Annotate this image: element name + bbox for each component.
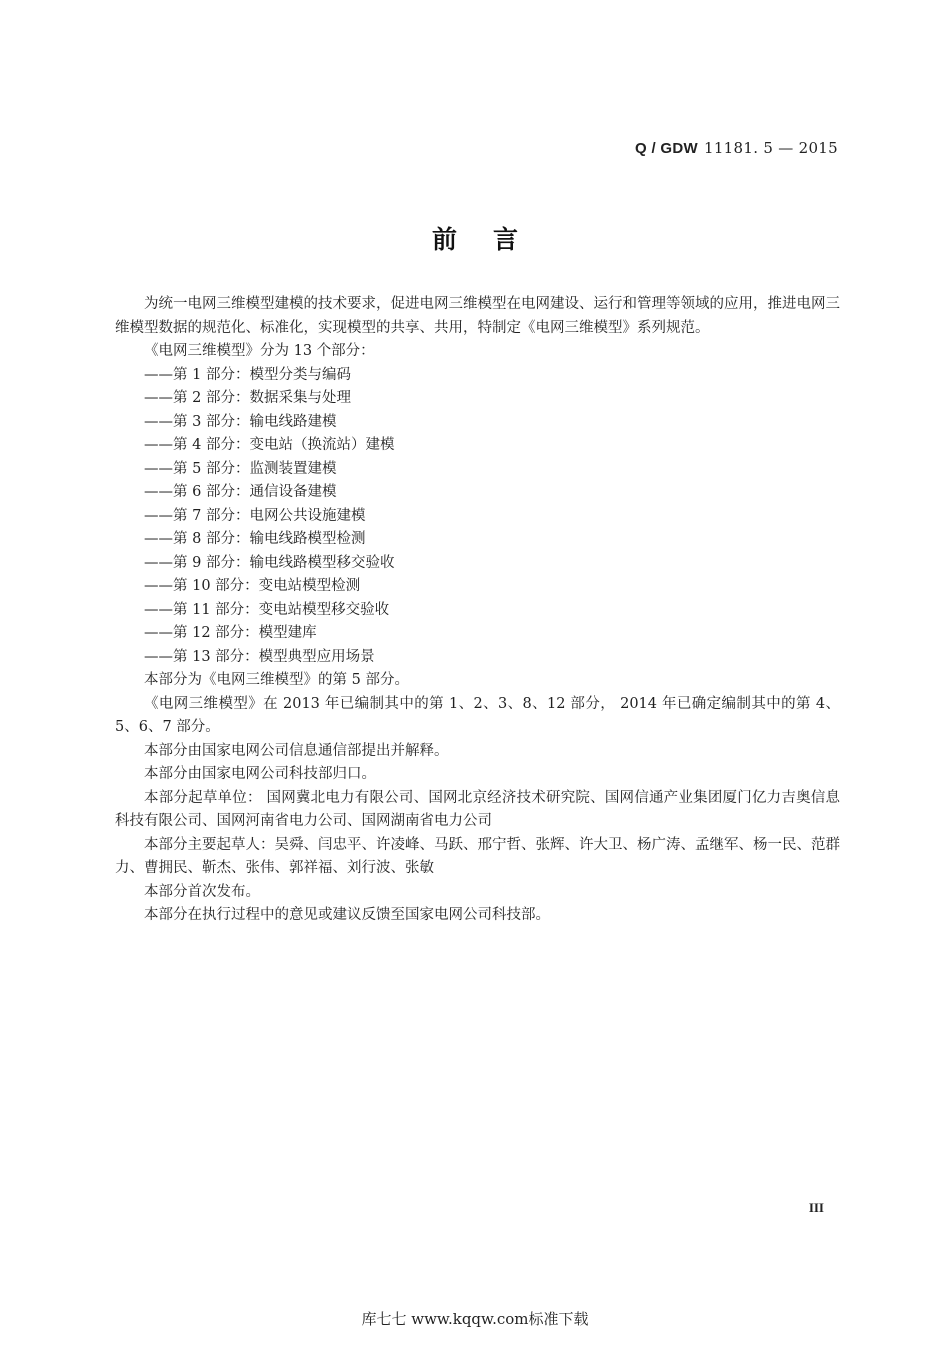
page-number: III [808, 1200, 824, 1215]
list-item-part-12: ——第 12 部分：模型建库 [144, 625, 317, 641]
list-item-part-7: ——第 7 部分：电网公共设施建模 [144, 507, 366, 524]
paragraph-purpose: 为统一电网三维模型建模的技术要求，促进电网三维模型在电网建设、运行和管理等领域的应用，推进电网三维模型数据的规范化、标准化，实现模型的共享、共用，特制定《电网三维模型》系列规范。 [115, 296, 840, 336]
paragraph-drafters: 本部分主要起草人：吴舜、闫忠平、许凌峰、马跃、邢宁哲、张辉、许大卫、杨广涛、孟继军、杨一民、范群力、曹拥民、靳杰、张伟、郭祥福、刘行波、张敏 [115, 836, 840, 876]
paragraph-drafting-units: 本部分起草单位： 国网冀北电力有限公司、国网北京经济技术研究院、国网信通产业集团厦门亿力吉奥信息科技有限公司、国网河南省电力公司、国网湖南省电力公司 [115, 789, 840, 829]
list-item-part-11: ——第 11 部分：变电站模型移交验收 [144, 601, 390, 618]
list-item-part-2: ——第 2 部分：数据采集与处理 [144, 390, 351, 406]
standard-code [635, 139, 838, 157]
standard-prefix: Q / GDW [635, 140, 698, 157]
list-item-part-5: ——第 5 部分：监测装置建模 [144, 460, 337, 477]
foreword-body [115, 293, 840, 928]
paragraph-feedback: 本部分在执行过程中的意见或建议反馈至国家电网公司科技部。 [144, 907, 550, 923]
paragraph-proposer: 本部分由国家电网公司信息通信部提出并解释。 [144, 742, 449, 759]
paragraph-this-part: 本部分为《电网三维模型》的第 5 部分。 [144, 672, 409, 688]
list-item-part-13: ——第 13 部分：模型典型应用场景 [144, 648, 375, 665]
paragraph-compilation-history: 《电网三维模型》在 2013 年已编制其中的第 1、2、3、8、12 部分， 2014 年已确定编制其中的第 4、5、6、7 部分。 [115, 695, 840, 735]
list-item-part-3: ——第 3 部分：输电线路建模 [144, 413, 337, 430]
list-item-part-9: ——第 9 部分：输电线路模型移交验收 [144, 554, 395, 571]
paragraph-parts-intro: 《电网三维模型》分为 13 个部分： [144, 343, 375, 359]
list-item-part-1: ——第 1 部分：模型分类与编码 [144, 366, 351, 383]
list-item-part-8: ——第 8 部分：输电线路模型检测 [144, 531, 366, 547]
list-item-part-6: ——第 6 部分：通信设备建模 [144, 484, 337, 500]
watermark-text: 库七七 www.kqqw.com标准下载 [361, 1310, 589, 1328]
paragraph-first-release: 本部分首次发布。 [144, 883, 260, 900]
standard-number: 11181. 5 — 2015 [703, 139, 838, 157]
list-item-part-10: ——第 10 部分：变电站模型检测 [144, 578, 361, 594]
page-title: 前言 [431, 225, 554, 254]
paragraph-administrator: 本部分由国家电网公司科技部归口。 [144, 766, 376, 782]
list-item-part-4: ——第 4 部分：变电站（换流站）建模 [144, 437, 395, 453]
